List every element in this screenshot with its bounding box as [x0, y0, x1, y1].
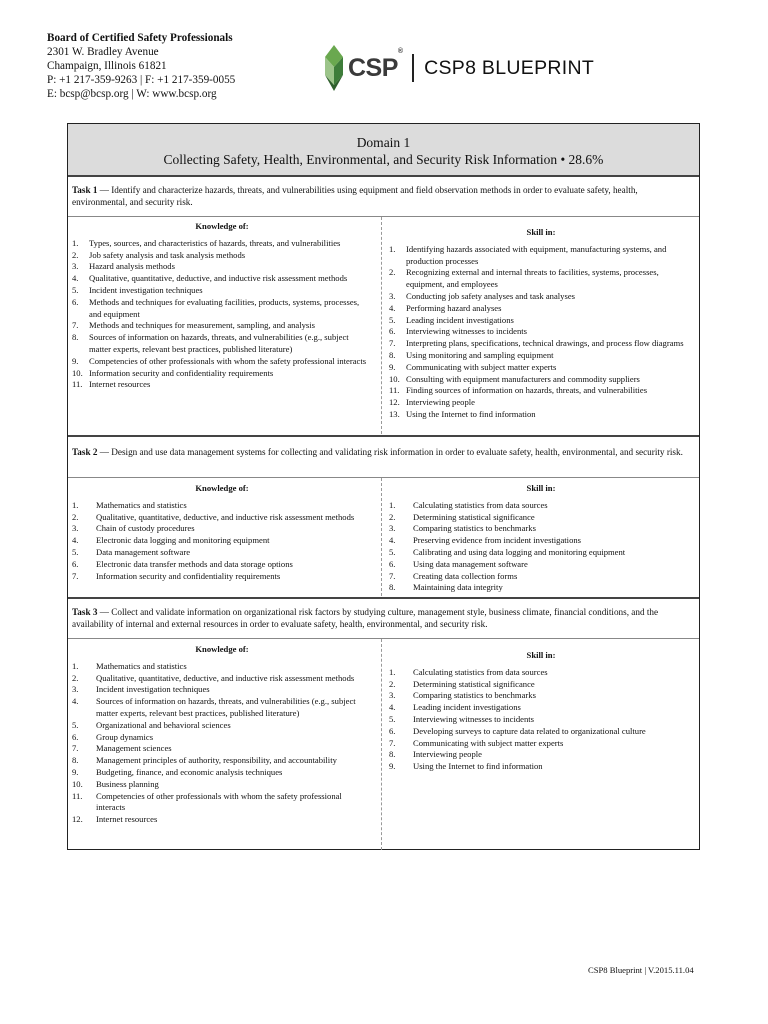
list-item [72, 285, 372, 297]
item-text: Maintaining data integrity [413, 582, 503, 593]
list-item [389, 559, 693, 571]
item-number: 9. [389, 361, 396, 372]
skill-list [389, 667, 693, 773]
item-text: Comparing statistics to benchmarks [413, 523, 536, 534]
task-2-skills [389, 483, 693, 594]
item-number: 1. [389, 243, 396, 254]
list-item [72, 755, 372, 767]
list-item [72, 238, 372, 250]
item-number: 3. [72, 261, 79, 272]
skill-heading: Skill in: [526, 483, 556, 493]
skill-list [389, 500, 693, 594]
item-text: Chain of custody procedures [96, 523, 195, 534]
list-item [389, 726, 693, 738]
knowledge-list [72, 661, 372, 826]
item-number: 8. [72, 332, 79, 343]
task-3-description [68, 606, 699, 630]
list-item [389, 267, 693, 291]
csp-logo-text: CSP® [348, 47, 403, 82]
item-text: Information security and confidentiality requirements [89, 367, 274, 378]
list-item [72, 684, 372, 696]
item-number: 7. [389, 570, 396, 581]
list-item [389, 397, 693, 409]
item-number: 4. [389, 535, 396, 546]
task-label: Task 1 [72, 185, 98, 195]
list-item [72, 356, 372, 368]
list-item [389, 374, 693, 386]
item-text: Determining statistical significance [413, 678, 535, 689]
item-number: 9. [389, 761, 396, 772]
item-number: 2. [72, 249, 79, 260]
item-text: Qualitative, quantitative, deductive, and inductive risk assessment methods [96, 511, 355, 522]
list-item [389, 571, 693, 583]
item-number: 2. [72, 672, 79, 683]
item-number: 5. [72, 284, 79, 295]
item-number: 12. [389, 397, 400, 408]
item-number: 5. [389, 713, 396, 724]
list-item [389, 500, 693, 512]
list-item [72, 379, 372, 391]
item-text: Recognizing external and internal threats to facilities, systems, processes, equipment, and employees [406, 267, 659, 290]
item-text: Developing surveys to capture data related to organizational culture [413, 725, 646, 736]
task-1-description [68, 184, 699, 208]
item-text: Business planning [96, 778, 159, 789]
item-text: Group dynamics [96, 731, 154, 742]
item-number: 2. [389, 511, 396, 522]
task-text: — Identify and characterize hazards, threats, and vulnerabilities using equipment and field observation methods in order to evaluate safety, health, environmental, and security risk. [72, 185, 638, 207]
item-number: 6. [389, 326, 396, 337]
list-item [389, 385, 693, 397]
list-item [389, 244, 693, 268]
item-text: Using data management software [413, 558, 528, 569]
item-text: Leading incident investigations [406, 314, 514, 325]
task-3-knowledge [72, 644, 372, 826]
list-item [72, 696, 372, 720]
document-title: CSP8 BLUEPRINT [424, 56, 595, 79]
item-text: Incident investigation techniques [96, 684, 210, 695]
list-item [72, 571, 372, 583]
list-item [389, 702, 693, 714]
item-number: 10. [389, 373, 400, 384]
list-item [72, 661, 372, 673]
item-text: Communicating with subject matter experts [406, 361, 557, 372]
item-text: Performing hazard analyses [406, 302, 502, 313]
knowledge-list [72, 500, 372, 583]
item-number: 2. [389, 267, 396, 278]
list-item [72, 547, 372, 559]
organization-contact-block [47, 31, 235, 101]
list-item [389, 582, 693, 594]
list-item [72, 767, 372, 779]
item-text: Communicating with subject matter experts [413, 737, 564, 748]
item-text: Sources of information on hazards, threats, and vulnerabilities (e.g., subject matter experts, relevant best practices, published literature) [96, 696, 356, 718]
title-divider [412, 54, 415, 82]
item-text: Conducting job safety analyses and task analyses [406, 290, 575, 301]
list-item [389, 714, 693, 726]
list-item [389, 512, 693, 524]
item-number: 6. [389, 725, 396, 736]
item-text: Calculating statistics from data sources [413, 499, 548, 510]
list-item [72, 250, 372, 262]
divider [68, 477, 699, 478]
task-label: Task 3 [72, 607, 98, 617]
task-divider [68, 597, 699, 599]
knowledge-list [72, 238, 372, 391]
item-text: Interviewing witnesses to incidents [406, 326, 528, 337]
item-text: Calculating statistics from data sources [413, 666, 548, 677]
list-item [72, 732, 372, 744]
item-number: 1. [389, 666, 396, 677]
item-text: Job safety analysis and task analysis methods [89, 249, 246, 260]
list-item [389, 679, 693, 691]
item-text: Incident investigation techniques [89, 284, 203, 295]
item-number: 10. [72, 367, 83, 378]
organization-name: Board of Certified Safety Professionals [47, 32, 233, 44]
item-text: Methods and techniques for evaluating facilities, products, systems, processes, and equipment [89, 296, 360, 319]
item-text: Leading incident investigations [413, 702, 521, 713]
domain-table [67, 123, 700, 850]
registered-mark: ® [397, 47, 403, 55]
list-item [72, 512, 372, 524]
item-number: 3. [389, 690, 396, 701]
item-number: 11. [72, 379, 83, 390]
phone-fax: P: +1 217-359-9263 | F: +1 217-359-0055 [47, 74, 236, 86]
list-item [389, 761, 693, 773]
list-item [389, 547, 693, 559]
list-item [72, 297, 372, 321]
item-number: 7. [72, 570, 79, 581]
item-text: Creating data collection forms [413, 570, 518, 581]
list-item [72, 791, 372, 815]
task-label: Task 2 [72, 447, 98, 457]
item-number: 4. [389, 302, 396, 313]
item-text: Determining statistical significance [413, 511, 535, 522]
item-number: 9. [72, 766, 79, 777]
list-item [389, 303, 693, 315]
divider [68, 216, 699, 217]
item-number: 6. [72, 731, 79, 742]
item-number: 3. [72, 523, 79, 534]
item-number: 11. [389, 385, 400, 396]
item-number: 7. [72, 320, 79, 331]
list-item [72, 559, 372, 571]
list-item [389, 362, 693, 374]
csp-diamond-logo-icon [324, 45, 344, 91]
item-text: Using the Internet to find information [406, 408, 536, 419]
list-item [389, 338, 693, 350]
item-number: 7. [389, 737, 396, 748]
knowledge-heading: Knowledge of: [195, 644, 249, 654]
item-text: Calibrating and using data logging and monitoring equipment [413, 546, 626, 557]
knowledge-heading: Knowledge of: [195, 483, 249, 493]
item-text: Hazard analysis methods [89, 261, 175, 272]
item-text: Preserving evidence from incident investigations [413, 535, 582, 546]
item-number: 1. [72, 660, 79, 671]
item-text: Management principles of authority, responsibility, and accountability [96, 755, 337, 766]
list-item [389, 315, 693, 327]
item-text: Information security and confidentiality requirements [96, 570, 281, 581]
item-number: 1. [389, 499, 396, 510]
knowledge-heading: Knowledge of: [195, 221, 249, 231]
list-item [72, 368, 372, 380]
list-item [389, 409, 693, 421]
list-item [72, 273, 372, 285]
item-text: Finding sources of information on hazards, threats, and vulnerabilities [406, 385, 648, 396]
item-number: 7. [389, 338, 396, 349]
item-number: 1. [72, 499, 79, 510]
item-text: Comparing statistics to benchmarks [413, 690, 536, 701]
task-1-skills [389, 227, 693, 421]
item-text: Methods and techniques for measurement, sampling, and analysis [89, 320, 316, 331]
skill-heading: Skill in: [526, 227, 556, 237]
item-text: Identifying hazards associated with equipment, manufacturing systems, and production processes [406, 243, 667, 266]
task-2-knowledge [72, 483, 372, 582]
task-divider [68, 435, 699, 437]
list-item [72, 332, 372, 356]
item-number: 3. [72, 684, 79, 695]
item-number: 4. [72, 273, 79, 284]
task-text: — Design and use data management systems for collecting and validating risk information in order to evaluate safety, health, environmental, and security risk. [97, 447, 683, 457]
footer-version: CSP8 Blueprint | V.2015.11.04 [588, 965, 694, 975]
item-text: Interviewing witnesses to incidents [413, 713, 535, 724]
item-text: Management sciences [96, 743, 172, 754]
item-number: 2. [72, 511, 79, 522]
item-number: 4. [72, 535, 79, 546]
item-text: Interpreting plans, specifications, technical drawings, and process flow diagrams [406, 338, 684, 349]
item-number: 12. [72, 814, 83, 825]
item-number: 6. [389, 558, 396, 569]
task-1-knowledge [72, 221, 372, 391]
item-number: 8. [72, 755, 79, 766]
column-divider [381, 217, 382, 434]
item-text: Internet resources [96, 814, 158, 825]
item-number: 1. [72, 237, 79, 248]
list-item [72, 535, 372, 547]
item-number: 5. [389, 546, 396, 557]
item-text: Internet resources [89, 379, 151, 390]
item-text: Consulting with equipment manufacturers and commodity suppliers [406, 373, 640, 384]
item-number: 13. [389, 408, 400, 419]
item-number: 5. [72, 546, 79, 557]
list-item [72, 743, 372, 755]
item-number: 8. [389, 349, 396, 360]
list-item [72, 720, 372, 732]
item-number: 10. [72, 778, 83, 789]
item-text: Competencies of other professionals with whom the safety professional interacts [89, 355, 367, 366]
list-item [389, 535, 693, 547]
column-divider [381, 478, 382, 596]
task-2-description [68, 446, 699, 458]
item-text: Electronic data logging and monitoring equipment [96, 535, 270, 546]
list-item [72, 320, 372, 332]
item-number: 5. [389, 314, 396, 325]
item-text: Organizational and behavioral sciences [96, 719, 231, 730]
item-number: 8. [389, 582, 396, 593]
skill-list [389, 244, 693, 421]
list-item [72, 673, 372, 685]
domain-header [68, 124, 699, 177]
item-text: Sources of information on hazards, threats, and vulnerabilities (e.g., subject matter experts, relevant best practices, published literature) [89, 332, 349, 354]
email-web: E: bcsp@bcsp.org | W: www.bcsp.org [47, 88, 217, 100]
list-item [389, 749, 693, 761]
list-item [389, 667, 693, 679]
item-text: Electronic data transfer methods and data storage options [96, 558, 293, 569]
column-divider [381, 639, 382, 850]
item-number: 3. [389, 523, 396, 534]
item-text: Qualitative, quantitative, deductive, and inductive risk assessment methods [96, 672, 355, 683]
item-text: Mathematics and statistics [96, 499, 187, 510]
item-text: Interviewing people [413, 749, 482, 760]
list-item [389, 690, 693, 702]
list-item [72, 500, 372, 512]
address-line-2: Champaign, Illinois 61821 [47, 60, 167, 72]
list-item [72, 814, 372, 826]
item-text: Competencies of other professionals with whom the safety professional interacts [96, 790, 342, 813]
item-number: 2. [389, 678, 396, 689]
item-number: 5. [72, 719, 79, 730]
item-text: Mathematics and statistics [96, 660, 187, 671]
address-line-1: 2301 W. Bradley Avenue [47, 46, 159, 58]
list-item [389, 326, 693, 338]
item-number: 6. [72, 296, 79, 307]
list-item [72, 261, 372, 273]
item-text: Interviewing people [406, 397, 475, 408]
item-text: Budgeting, finance, and economic analysis techniques [96, 766, 283, 777]
divider [68, 638, 699, 639]
item-number: 4. [72, 696, 79, 707]
list-item [389, 350, 693, 362]
skill-heading: Skill in: [526, 650, 556, 660]
item-number: 9. [72, 355, 79, 366]
item-number: 4. [389, 702, 396, 713]
task-3-skills [389, 650, 693, 773]
list-item [389, 738, 693, 750]
item-text: Data management software [96, 546, 191, 557]
item-number: 6. [72, 558, 79, 569]
item-text: Types, sources, and characteristics of hazards, threats, and vulnerabilities [89, 237, 341, 248]
task-text: — Collect and validate information on organizational risk factors by studying culture, management style, business climate, financial conditions, and the availability of internal and external resources in order to evaluate safety, health, environmental, and security risk. [72, 607, 659, 629]
item-number: 3. [389, 290, 396, 301]
domain-title: Collecting Safety, Health, Environmental, and Security Risk Information • 28.6% [163, 152, 604, 167]
brand-header [324, 45, 594, 91]
item-text: Using monitoring and sampling equipment [406, 349, 554, 360]
item-number: 7. [72, 743, 79, 754]
item-text: Using the Internet to find information [413, 761, 543, 772]
domain-label: Domain 1 [356, 135, 411, 150]
list-item [389, 291, 693, 303]
list-item [72, 523, 372, 535]
item-number: 8. [389, 749, 396, 760]
list-item [72, 779, 372, 791]
list-item [389, 523, 693, 535]
item-number: 11. [72, 790, 83, 801]
item-text: Qualitative, quantitative, deductive, and inductive risk assessment methods [89, 273, 348, 284]
